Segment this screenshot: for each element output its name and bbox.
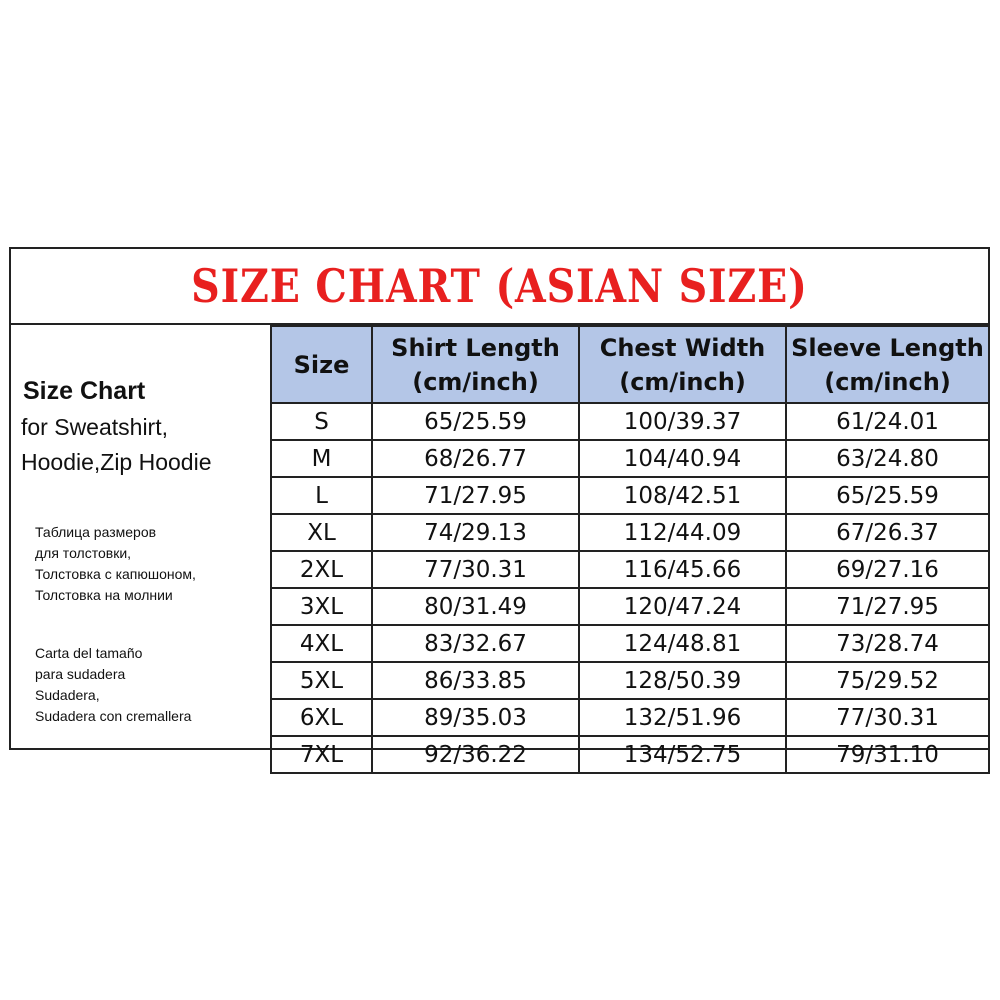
cell-shirt-length: 80/31.49: [372, 588, 579, 625]
left-panel: [11, 325, 270, 748]
cell-size: 2XL: [271, 551, 372, 588]
spanish-line: Sudadera con cremallera: [35, 708, 192, 724]
cell-shirt-length: 92/36.22: [372, 736, 579, 773]
left-panel-subline: for Sweatshirt,: [21, 414, 168, 440]
spanish-line: Carta del tamaño: [35, 645, 143, 661]
header-shirt-length: [372, 326, 579, 403]
header-label: Chest Width: [599, 333, 766, 362]
cell-chest-width: 128/50.39: [579, 662, 786, 699]
spanish-line: Sudadera,: [35, 687, 100, 703]
cell-size: L: [271, 477, 372, 514]
header-label: Size: [293, 350, 350, 379]
cell-sleeve-length: 73/28.74: [786, 625, 989, 662]
cell-sleeve-length: 69/27.16: [786, 551, 989, 588]
cell-chest-width: 134/52.75: [579, 736, 786, 773]
cell-shirt-length: 89/35.03: [372, 699, 579, 736]
table-row: [271, 625, 989, 662]
cell-size: 3XL: [271, 588, 372, 625]
cell-shirt-length: 71/27.95: [372, 477, 579, 514]
header-unit: (cm/inch): [824, 367, 951, 396]
cell-shirt-length: 86/33.85: [372, 662, 579, 699]
cell-sleeve-length: 79/31.10: [786, 736, 989, 773]
cell-sleeve-length: 61/24.01: [786, 403, 989, 440]
cell-sleeve-length: 77/30.31: [786, 699, 989, 736]
cell-shirt-length: 77/30.31: [372, 551, 579, 588]
cell-chest-width: 120/47.24: [579, 588, 786, 625]
cell-chest-width: 132/51.96: [579, 699, 786, 736]
chart-title: SIZE CHART (ASIAN SIZE): [191, 259, 808, 313]
header-sleeve-length: [786, 326, 989, 403]
left-panel-subline: Hoodie,Zip Hoodie: [21, 449, 212, 475]
left-panel-heading: Size Chart: [23, 377, 146, 405]
cell-size: M: [271, 440, 372, 477]
cell-chest-width: 104/40.94: [579, 440, 786, 477]
cell-size: 6XL: [271, 699, 372, 736]
cell-shirt-length: 83/32.67: [372, 625, 579, 662]
table-row: [271, 477, 989, 514]
title-row: [11, 249, 988, 325]
table-row: [271, 514, 989, 551]
header-unit: (cm/inch): [412, 367, 539, 396]
header-chest-width: [579, 326, 786, 403]
header-label: Sleeve Length: [791, 333, 984, 362]
size-chart-frame: [9, 247, 990, 768]
cell-chest-width: 108/42.51: [579, 477, 786, 514]
header-label: Shirt Length: [391, 333, 560, 362]
table-row: [271, 736, 989, 773]
cell-chest-width: 112/44.09: [579, 514, 786, 551]
russian-line: Толстовка на молнии: [35, 587, 173, 603]
cell-sleeve-length: 65/25.59: [786, 477, 989, 514]
cell-sleeve-length: 67/26.37: [786, 514, 989, 551]
table-row: [271, 551, 989, 588]
cell-size: 5XL: [271, 662, 372, 699]
cell-sleeve-length: 75/29.52: [786, 662, 989, 699]
cell-sleeve-length: 71/27.95: [786, 588, 989, 625]
cell-chest-width: 116/45.66: [579, 551, 786, 588]
cell-shirt-length: 68/26.77: [372, 440, 579, 477]
cell-chest-width: 124/48.81: [579, 625, 786, 662]
cell-size: 4XL: [271, 625, 372, 662]
header-unit: (cm/inch): [619, 367, 746, 396]
spanish-line: para sudadera: [35, 666, 126, 682]
cell-size: S: [271, 403, 372, 440]
table-row: [271, 403, 989, 440]
table-row: [271, 699, 989, 736]
russian-line: для толстовки,: [35, 545, 132, 561]
cell-size: 7XL: [271, 736, 372, 773]
table-row: [271, 440, 989, 477]
table-header-row: [271, 326, 989, 403]
cell-chest-width: 100/39.37: [579, 403, 786, 440]
table-row: [271, 588, 989, 625]
size-table: [270, 325, 990, 774]
cell-size: XL: [271, 514, 372, 551]
cell-shirt-length: 74/29.13: [372, 514, 579, 551]
table-row: [271, 662, 989, 699]
russian-line: Таблица размеров: [35, 524, 157, 540]
russian-line: Толстовка с капюшоном,: [35, 566, 196, 582]
header-size: [271, 326, 372, 403]
cell-sleeve-length: 63/24.80: [786, 440, 989, 477]
cell-shirt-length: 65/25.59: [372, 403, 579, 440]
